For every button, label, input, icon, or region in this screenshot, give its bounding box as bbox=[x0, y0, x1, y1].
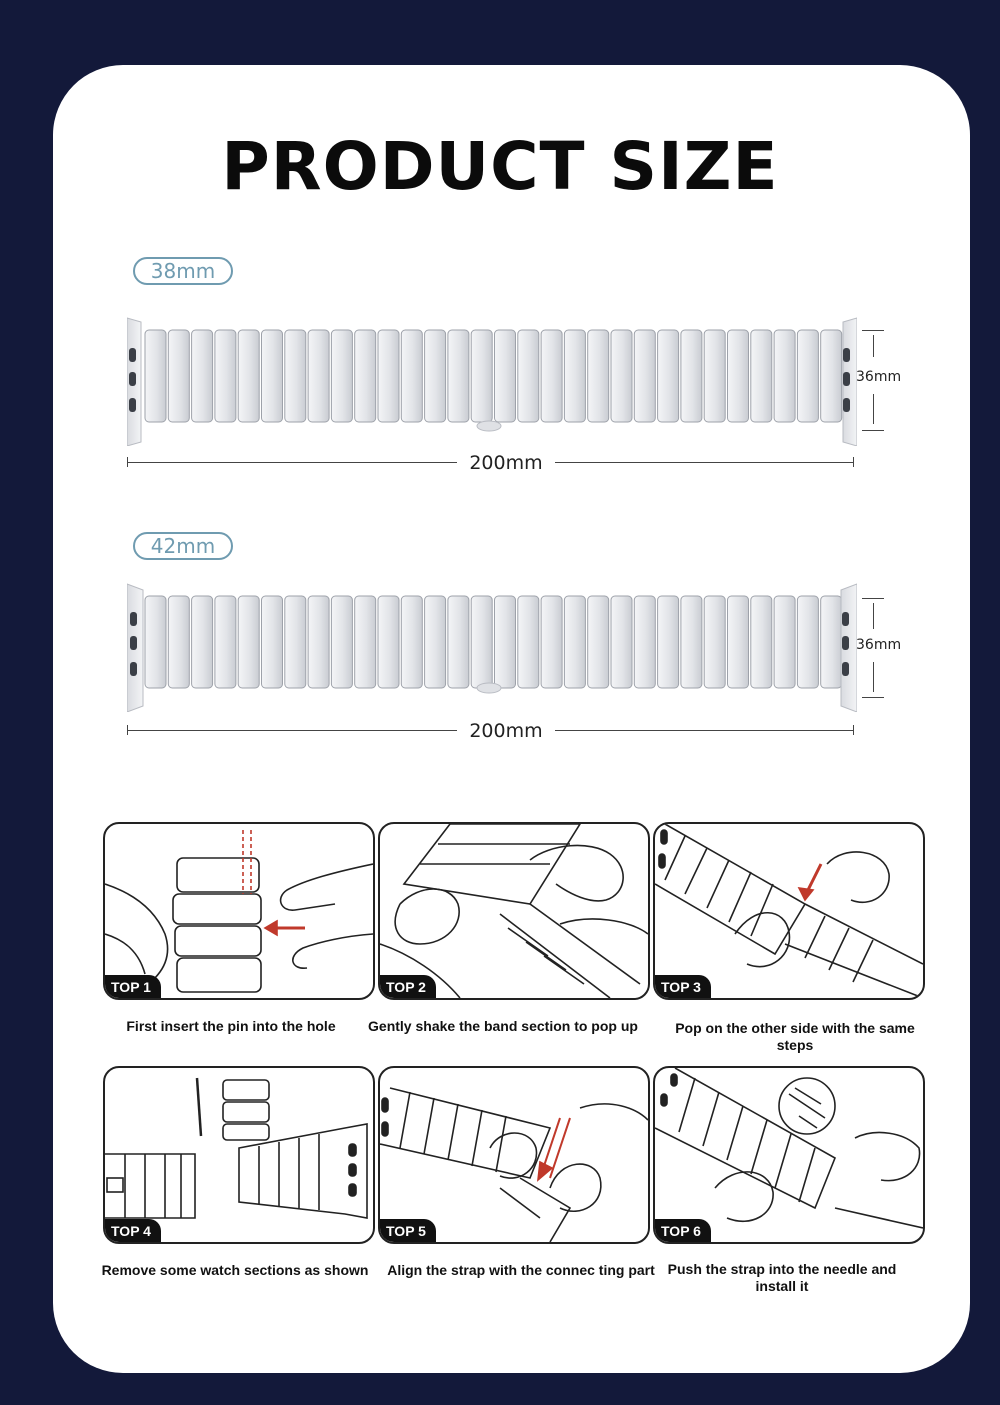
band-link bbox=[378, 330, 399, 422]
band-link bbox=[192, 330, 213, 422]
step-caption: First insert the pin into the hole bbox=[126, 1018, 336, 1034]
band-link bbox=[401, 330, 422, 422]
step-4-illustration bbox=[103, 1066, 375, 1244]
band-link bbox=[658, 596, 679, 688]
band-length-label: 200mm bbox=[469, 720, 543, 742]
steel-link-band-image bbox=[127, 582, 857, 712]
band-link bbox=[168, 330, 189, 422]
band-link bbox=[611, 596, 632, 688]
band-link bbox=[541, 596, 562, 688]
band-link bbox=[331, 330, 352, 422]
band-link bbox=[448, 330, 469, 422]
band-link bbox=[145, 596, 166, 688]
band-link bbox=[634, 330, 655, 422]
band-link bbox=[797, 330, 818, 422]
band-link bbox=[658, 330, 679, 422]
band-link bbox=[285, 596, 306, 688]
band-link bbox=[751, 330, 772, 422]
step-caption: Push the strap into the needle and install it bbox=[667, 1261, 897, 1294]
band-link bbox=[704, 596, 725, 688]
steel-link-band-image bbox=[127, 316, 857, 446]
band-width-label: 36mm bbox=[856, 369, 902, 385]
step-caption: Gently shake the band section to pop up bbox=[368, 1018, 638, 1034]
step-1-illustration bbox=[103, 822, 375, 1000]
page-title: PRODUCT SIZE bbox=[221, 128, 779, 205]
band-link bbox=[471, 596, 492, 688]
band-link bbox=[518, 596, 539, 688]
size-badge-38mm: 38mm bbox=[133, 257, 233, 285]
band-link bbox=[564, 330, 585, 422]
band-link bbox=[471, 330, 492, 422]
length-line-right bbox=[555, 730, 853, 731]
band-link bbox=[774, 330, 795, 422]
band-link bbox=[588, 596, 609, 688]
step-caption: Remove some watch sections as shown bbox=[101, 1262, 369, 1278]
step-2-illustration bbox=[378, 822, 650, 1000]
band-link bbox=[168, 596, 189, 688]
band-link bbox=[541, 330, 562, 422]
step-badge: TOP 6 bbox=[653, 1219, 711, 1244]
width-line-bottom bbox=[873, 662, 874, 692]
band-link bbox=[425, 330, 446, 422]
step-6-illustration bbox=[653, 1066, 925, 1244]
band-link bbox=[681, 330, 702, 422]
width-line-top bbox=[873, 335, 874, 357]
band-link bbox=[564, 596, 585, 688]
band-link bbox=[355, 330, 376, 422]
band-link bbox=[774, 596, 795, 688]
step-caption: Pop on the other side with the same steps bbox=[675, 1020, 915, 1053]
band-link bbox=[588, 330, 609, 422]
width-line-top bbox=[873, 603, 874, 629]
band-link bbox=[448, 596, 469, 688]
band-link bbox=[797, 596, 818, 688]
step-badge: TOP 1 bbox=[103, 975, 161, 1000]
band-link bbox=[728, 596, 749, 688]
band-link bbox=[728, 330, 749, 422]
band-link bbox=[704, 330, 725, 422]
step-badge: TOP 4 bbox=[103, 1219, 161, 1244]
size-badge-42mm: 42mm bbox=[133, 532, 233, 560]
band-link bbox=[262, 596, 283, 688]
band-link bbox=[308, 596, 329, 688]
width-cap-bottom bbox=[862, 697, 884, 698]
band-link bbox=[681, 596, 702, 688]
band-link bbox=[145, 330, 166, 422]
length-line-left bbox=[127, 730, 457, 731]
step-badge: TOP 2 bbox=[378, 975, 436, 1000]
length-line-right bbox=[555, 462, 853, 463]
band-link bbox=[751, 596, 772, 688]
band-link bbox=[401, 596, 422, 688]
band-link bbox=[611, 330, 632, 422]
band-link bbox=[355, 596, 376, 688]
band-link bbox=[821, 596, 842, 688]
width-line-bottom bbox=[873, 394, 874, 424]
band-link bbox=[495, 596, 516, 688]
band-link bbox=[425, 596, 446, 688]
band-link bbox=[308, 330, 329, 422]
length-tick-right bbox=[853, 725, 854, 735]
step-badge: TOP 3 bbox=[653, 975, 711, 1000]
step-caption: Align the strap with the connec ting part bbox=[387, 1262, 655, 1278]
band-link bbox=[378, 596, 399, 688]
step-badge: TOP 5 bbox=[378, 1219, 436, 1244]
band-link bbox=[821, 330, 842, 422]
width-cap-bottom bbox=[862, 430, 884, 431]
width-cap-top bbox=[862, 330, 884, 331]
band-link bbox=[495, 330, 516, 422]
width-cap-top bbox=[862, 598, 884, 599]
length-tick-right bbox=[853, 457, 854, 467]
band-link bbox=[215, 596, 236, 688]
band-length-label: 200mm bbox=[469, 452, 543, 474]
step-3-illustration bbox=[653, 822, 925, 1000]
band-link bbox=[238, 596, 259, 688]
band-link bbox=[634, 596, 655, 688]
step-5-illustration bbox=[378, 1066, 650, 1244]
band-link bbox=[192, 596, 213, 688]
band-width-label: 36mm bbox=[856, 637, 902, 653]
band-link bbox=[331, 596, 352, 688]
band-link bbox=[285, 330, 306, 422]
band-link bbox=[262, 330, 283, 422]
band-link bbox=[238, 330, 259, 422]
band-link bbox=[215, 330, 236, 422]
band-link bbox=[518, 330, 539, 422]
length-line-left bbox=[127, 462, 457, 463]
